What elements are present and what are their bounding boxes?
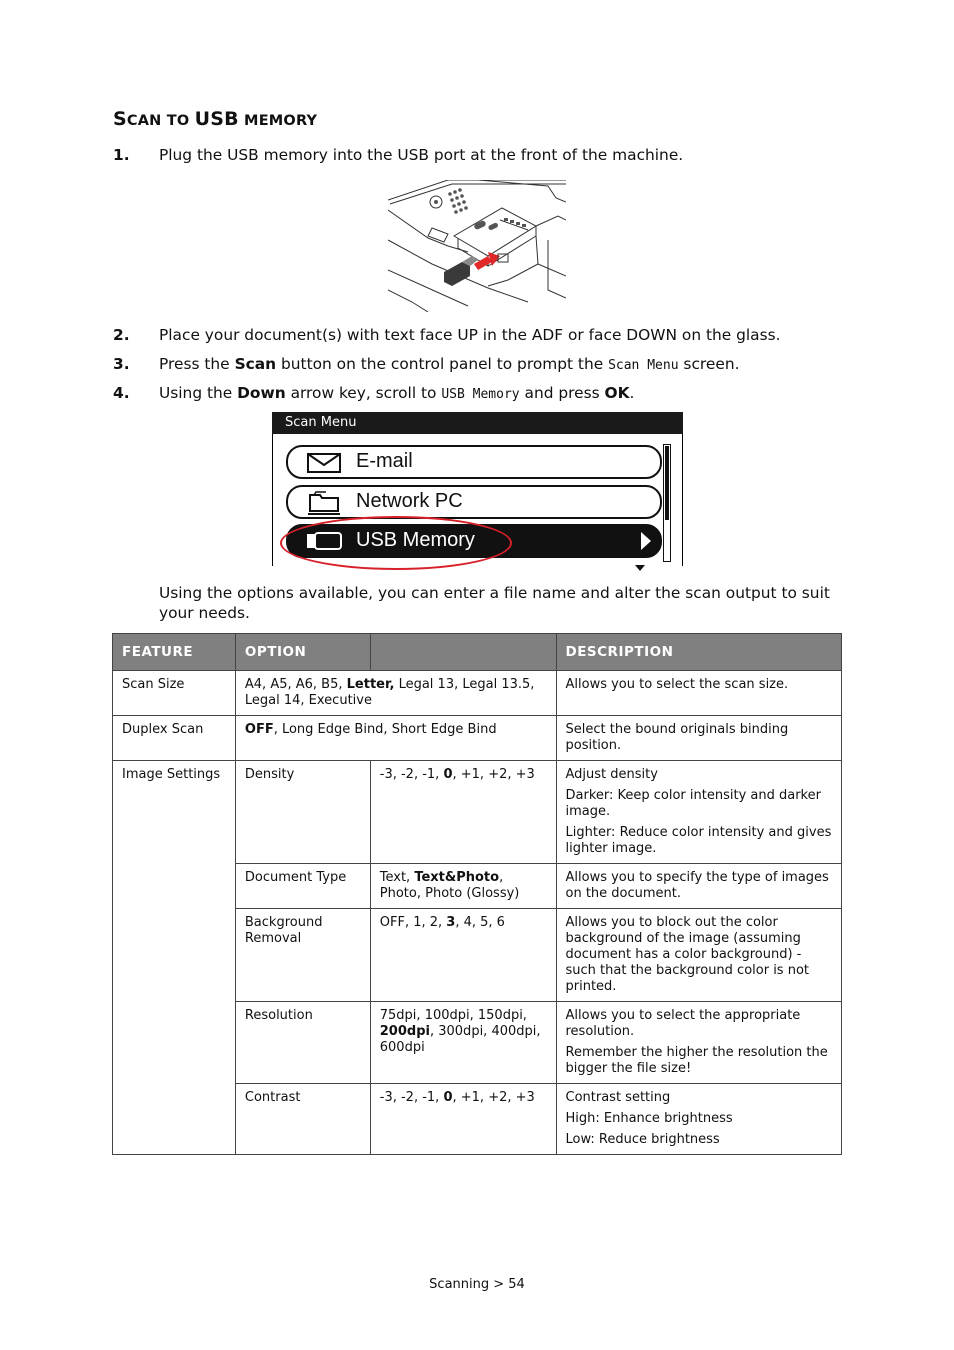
header-blank — [370, 634, 556, 671]
option-cell: A4, A5, A6, B5, Letter, Legal 13, Legal 13.5, Legal 14, Executive — [235, 671, 556, 716]
step-number: 1. — [113, 146, 130, 164]
option-cell: Background Removal — [235, 909, 370, 1002]
value-cell: -3, -2, -1, 0, +1, +2, +3 — [370, 1084, 556, 1155]
step-text: Press the Scan button on the control panel to prompt the Scan Menu screen. — [159, 355, 740, 373]
step-text: Place your document(s) with text face UP in the ADF or face DOWN on the glass. — [159, 326, 781, 344]
table-row — [113, 761, 842, 864]
step-number: 2. — [113, 326, 130, 344]
screen-title-bar: Scan Menu — [272, 412, 683, 434]
feature-cell: Duplex Scan — [113, 716, 236, 761]
step-text: Plug the USB memory into the USB port at the front of the machine. — [159, 146, 684, 164]
menu-item-usb-memory[interactable]: USB Memory — [286, 524, 662, 558]
feature-cell: Scan Size — [113, 671, 236, 716]
description-cell: Allows you to select the scan size. — [556, 671, 842, 716]
value-cell: OFF, 1, 2, 3, 4, 5, 6 — [370, 909, 556, 1002]
table-row — [113, 716, 842, 761]
scan-menu-screen — [272, 412, 683, 567]
option-cell: Resolution — [235, 1002, 370, 1084]
feature-table — [112, 633, 842, 1155]
page-footer: Scanning > 54 — [429, 1277, 525, 1292]
step-number: 3. — [113, 355, 130, 373]
description-cell: Allows you to block out the color background of the image (assuming document has a color background) - such that the background color is not printed. — [556, 909, 842, 1002]
value-cell: -3, -2, -1, 0, +1, +2, +3 — [370, 761, 556, 864]
scroll-down-arrow-icon — [635, 556, 645, 575]
option-cell: Density — [235, 761, 370, 864]
header-option: OPTION — [235, 634, 370, 671]
printer-usb-illustration — [388, 180, 566, 312]
option-cell: Document Type — [235, 864, 370, 909]
step-text: Using the Down arrow key, scroll to USB Memory and press OK. — [159, 384, 635, 402]
value-cell: Text, Text&Photo, Photo, Photo (Glossy) — [370, 864, 556, 909]
feature-cell: Image Settings — [113, 761, 236, 1155]
description-cell: Allows you to select the appropriate resolution. Remember the higher the resolution the bigger the file size! — [556, 1002, 842, 1084]
section-heading: SCAN TO USB MEMORY — [113, 108, 318, 130]
folder-icon — [306, 491, 342, 521]
scroll-up-arrow-icon — [635, 516, 645, 535]
option-cell: Contrast — [235, 1084, 370, 1155]
value-cell: 75dpi, 100dpi, 150dpi, 200dpi, 300dpi, 400dpi, 600dpi — [370, 1002, 556, 1084]
scrollbar[interactable] — [663, 444, 671, 562]
description-cell: Adjust density Darker: Keep color intensity and darker image. Lighter: Reduce color intensity and gives lighter image. — [556, 761, 842, 864]
header-description: DESCRIPTION — [556, 634, 842, 671]
scrollbar-thumb[interactable] — [665, 446, 669, 520]
step-number: 4. — [113, 384, 130, 402]
description-cell: Contrast setting High: Enhance brightness Low: Reduce brightness — [556, 1084, 842, 1155]
intro-paragraph: Using the options available, you can enter a file name and alter the scan output to suit your needs. — [159, 584, 830, 622]
menu-item-email[interactable]: E-mail — [286, 445, 662, 479]
description-cell: Allows you to specify the type of images on the document. — [556, 864, 842, 909]
header-feature: FEATURE — [113, 634, 236, 671]
envelope-icon — [306, 451, 342, 479]
option-cell: OFF, Long Edge Bind, Short Edge Bind — [235, 716, 556, 761]
menu-item-network-pc[interactable]: Network PC — [286, 485, 662, 519]
table-row — [113, 671, 842, 716]
table-header-row — [113, 634, 842, 671]
highlight-circle — [280, 516, 512, 570]
description-cell: Select the bound originals binding position. — [556, 716, 842, 761]
